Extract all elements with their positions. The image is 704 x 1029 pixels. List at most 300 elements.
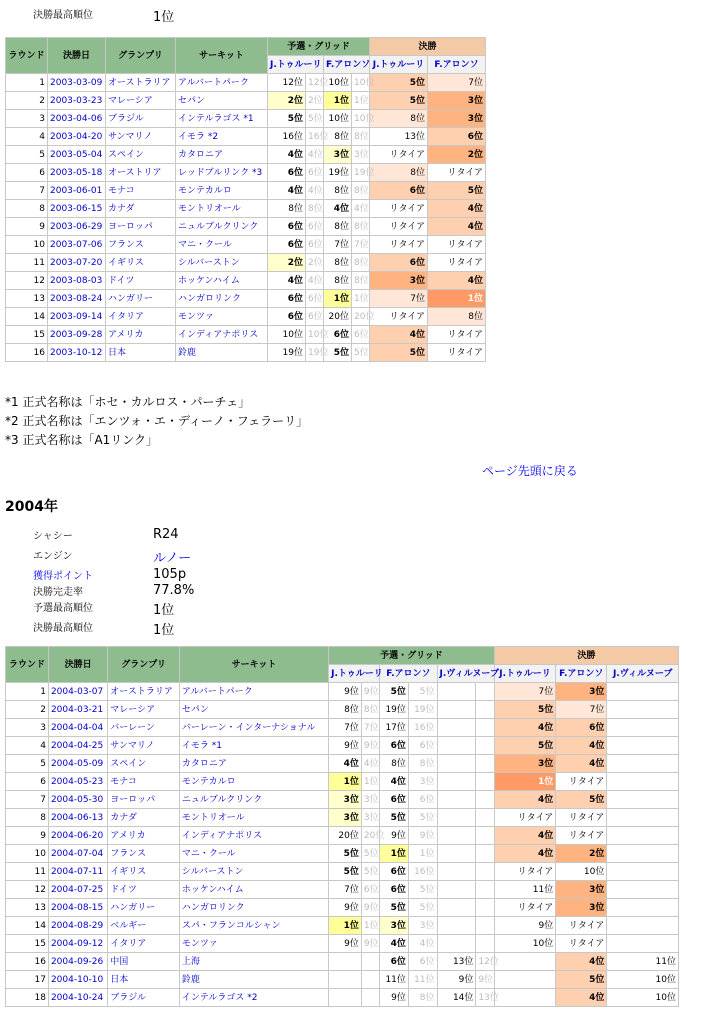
round-cell: 14 [6,308,48,326]
grid-cell: 19位 [408,701,437,719]
date-link[interactable]: 2004-07-04 [48,845,107,863]
circuit-link[interactable]: カタロニア [179,755,328,773]
driver-link-alonso[interactable]: F.アロンソ [556,665,607,683]
circuit-link[interactable]: アルバートパーク [176,74,268,92]
date-link[interactable]: 2003-06-01 [48,182,106,200]
qual-cell: 1位 [324,92,352,110]
round-cell: 2 [6,92,48,110]
finish-cell: 1位 [494,773,555,791]
qual-cell: 6位 [324,326,352,344]
gp-link[interactable]: モナコ [108,773,180,791]
grid-cell [476,917,494,935]
finish-cell [607,737,679,755]
date-link[interactable]: 2004-08-29 [48,917,107,935]
qual-cell: 9位 [329,935,362,953]
back-to-top-link[interactable]: ページ先頭に戻る [482,464,578,478]
stat-label: 決勝最高順位 [33,623,93,634]
table-row [6,953,679,971]
gp-link[interactable]: ハンガリー [106,290,176,308]
table-row [6,92,486,110]
circuit-link[interactable]: モンテカルロ [176,182,268,200]
gp-link[interactable]: ブラジル [106,110,176,128]
grid-cell: 6位 [408,953,437,971]
grid-cell [476,899,494,917]
stat-row [33,6,333,26]
grid-cell: 11位 [408,971,437,989]
finish-cell: 5位 [370,344,428,362]
finish-cell: 5位 [556,971,607,989]
finish-cell: 10位 [556,863,607,881]
finish-cell [607,701,679,719]
engine-link[interactable]: ルノー [153,551,192,566]
stat-row [33,583,333,599]
finish-cell: 4位 [370,326,428,344]
circuit-link[interactable]: モントリオール [176,200,268,218]
finish-cell: 1位 [428,290,486,308]
round-cell: 9 [6,218,48,236]
driver-link-alonso[interactable]: F.アロンソ [380,665,437,683]
qual-cell: 13位 [437,953,476,971]
circuit-link[interactable]: マニ・クール [179,845,328,863]
date-link[interactable]: 2004-03-21 [48,701,107,719]
finish-cell: 8位 [370,110,428,128]
finish-cell [607,917,679,935]
gp-link[interactable]: ハンガリー [108,899,180,917]
col-circuit: サーキット [176,38,268,74]
gp-link[interactable]: 日本 [108,971,180,989]
finish-cell: 3位 [428,92,486,110]
circuit-link[interactable]: セパン [176,92,268,110]
finish-cell: 3位 [494,755,555,773]
qual-cell: 8位 [324,254,352,272]
grid-cell: 6位 [306,236,324,254]
grid-cell: 1位 [361,917,379,935]
qual-cell [437,773,476,791]
circuit-link[interactable]: イモラ *2 [176,128,268,146]
qual-cell: 8位 [324,218,352,236]
driver-link-trulli[interactable]: J.トゥルーリ [370,56,428,74]
qual-cell: 6位 [268,236,306,254]
circuit-link[interactable]: ハンガロリンク [179,899,328,917]
grid-cell: 3位 [408,773,437,791]
gp-link[interactable]: ベルギー [108,917,180,935]
round-cell: 14 [6,917,49,935]
table-row [6,935,679,953]
col-date: 決勝日 [48,38,106,74]
grid-cell: 8位 [352,254,370,272]
driver-link-villeneuve[interactable]: J.ヴィルヌーブ [437,665,494,683]
qual-cell: 10位 [324,110,352,128]
grid-cell: 5位 [408,683,437,701]
points-link[interactable]: 獲得ポイント [33,571,93,582]
table-row [6,272,486,290]
circuit-link[interactable]: モンテカルロ [179,773,328,791]
qual-cell: 9位 [329,683,362,701]
date-link[interactable]: 2003-09-28 [48,326,106,344]
qual-cell: 19位 [268,344,306,362]
table-row [6,344,486,362]
finish-cell [607,881,679,899]
gp-link[interactable]: カナダ [108,809,180,827]
round-cell: 1 [6,74,48,92]
round-cell: 10 [6,845,49,863]
circuit-link[interactable]: 鈴鹿 [176,344,268,362]
grid-cell: 9位 [361,935,379,953]
round-cell: 6 [6,773,49,791]
date-link[interactable]: 2004-10-24 [48,989,107,1007]
gp-link[interactable]: イタリア [106,308,176,326]
driver-link-villeneuve[interactable]: J.ヴィルヌーブ [607,665,679,683]
gp-link[interactable]: オーストリア [106,164,176,182]
qual-cell [329,953,362,971]
date-link[interactable]: 2004-08-15 [48,899,107,917]
driver-link-alonso[interactable]: F.アロンソ [324,56,370,74]
finish-cell: リタイア [370,200,428,218]
gp-link[interactable]: スペイン [106,146,176,164]
table-row [6,737,679,755]
finish-cell: 6位 [370,254,428,272]
finish-cell: 3位 [556,899,607,917]
date-link[interactable]: 2003-07-06 [48,236,106,254]
col-qual: 予選・グリッド [268,38,370,56]
date-link[interactable]: 2004-05-30 [48,791,107,809]
gp-link[interactable]: オーストラリア [108,683,180,701]
stats-2004 [33,527,333,639]
finish-cell: 10位 [494,935,555,953]
gp-link[interactable]: スペイン [108,755,180,773]
circuit-link[interactable]: イモラ *1 [179,737,328,755]
grid-cell: 5位 [408,899,437,917]
gp-link[interactable]: ブラジル [108,989,180,1007]
gp-link[interactable]: ドイツ [106,272,176,290]
finish-cell: リタイア [428,344,486,362]
date-link[interactable]: 2004-05-23 [48,773,107,791]
circuit-link[interactable]: カタロニア [176,146,268,164]
gp-link[interactable]: フランス [108,845,180,863]
grid-cell: 8位 [352,218,370,236]
qual-cell: 19位 [324,164,352,182]
qual-cell: 5位 [380,899,409,917]
circuit-link[interactable]: モンツァ [176,308,268,326]
circuit-link[interactable]: モントリオール [179,809,328,827]
circuit-link[interactable]: インテルラゴス *1 [176,110,268,128]
qual-cell: 20位 [329,827,362,845]
table-row [6,719,679,737]
qual-cell [437,827,476,845]
round-cell: 7 [6,791,49,809]
qual-cell: 3位 [324,146,352,164]
driver-link-alonso[interactable]: F.アロンソ [428,56,486,74]
circuit-link[interactable]: インディアナポリス [179,827,328,845]
stat-row [33,619,333,639]
stat-row [33,547,333,567]
circuit-link[interactable]: マニ・クール [176,236,268,254]
grid-cell: 4位 [306,182,324,200]
grid-cell: 10位 [352,110,370,128]
qual-cell: 9位 [380,827,409,845]
circuit-link[interactable]: ニュルブルクリンク [179,791,328,809]
finish-cell: リタイア [556,809,607,827]
qual-cell: 12位 [268,74,306,92]
qual-cell: 7位 [329,719,362,737]
gp-link[interactable]: カナダ [106,200,176,218]
qual-cell: 20位 [324,308,352,326]
date-link[interactable]: 2003-09-14 [48,308,106,326]
qual-cell: 1位 [324,290,352,308]
round-cell: 11 [6,863,49,881]
stat-row [33,599,333,619]
gp-link[interactable]: ヨーロッパ [106,218,176,236]
qual-cell: 8位 [268,200,306,218]
qual-cell [329,989,362,1007]
circuit-link[interactable]: インディアナポリス [176,326,268,344]
qual-cell: 16位 [268,128,306,146]
grid-cell: 10位 [306,326,324,344]
grid-cell [361,953,379,971]
finish-cell: 4位 [494,791,555,809]
grid-cell: 8位 [306,200,324,218]
finish-cell: 11位 [494,881,555,899]
finish-cell: 3位 [370,272,428,290]
results-table-2003 [5,37,486,362]
stat-label: 決勝完走率 [33,587,83,598]
round-cell: 12 [6,272,48,290]
finish-cell [607,809,679,827]
table-row [6,326,486,344]
qual-cell: 5位 [268,110,306,128]
qual-cell: 6位 [380,881,409,899]
date-link[interactable]: 2003-07-20 [48,254,106,272]
table-row [6,773,679,791]
circuit-link[interactable]: アルバートパーク [179,683,328,701]
circuit-link[interactable]: セパン [179,701,328,719]
grid-cell: 20位 [352,308,370,326]
grid-cell: 3位 [352,146,370,164]
finish-cell: 6位 [428,128,486,146]
round-cell: 15 [6,326,48,344]
round-cell: 1 [6,683,49,701]
circuit-link[interactable]: インテルラゴス *2 [179,989,328,1007]
date-link[interactable]: 2003-05-04 [48,146,106,164]
circuit-link[interactable]: モンツァ [179,935,328,953]
finish-cell: 4位 [428,218,486,236]
qual-cell [437,701,476,719]
date-link[interactable]: 2003-10-12 [48,344,106,362]
finish-cell: リタイア [370,308,428,326]
grid-cell: 8位 [361,701,379,719]
date-link[interactable]: 2003-05-18 [48,164,106,182]
qual-cell [437,935,476,953]
finish-cell: 13位 [370,128,428,146]
gp-link[interactable]: ヨーロッパ [108,791,180,809]
circuit-link[interactable]: スパ・フランコルシャン [179,917,328,935]
grid-cell: 5位 [306,110,324,128]
circuit-link[interactable]: シルバーストン [179,863,328,881]
date-link[interactable]: 2003-04-20 [48,128,106,146]
date-link[interactable]: 2003-06-29 [48,218,106,236]
grid-cell: 16位 [408,719,437,737]
date-link[interactable]: 2004-09-12 [48,935,107,953]
finish-cell: 11位 [607,953,679,971]
grid-cell [476,683,494,701]
grid-cell: 5位 [408,809,437,827]
date-link[interactable]: 2003-03-09 [48,74,106,92]
grid-cell [476,791,494,809]
grid-cell: 2位 [306,254,324,272]
circuit-link[interactable]: シルバーストン [176,254,268,272]
circuit-link[interactable]: ニュルブルクリンク [176,218,268,236]
gp-link[interactable]: マレーシア [108,701,180,719]
gp-link[interactable]: サンマリノ [108,737,180,755]
stat-row [33,527,333,547]
date-link[interactable]: 2003-06-15 [48,200,106,218]
table-row [6,827,679,845]
gp-link[interactable]: 日本 [106,344,176,362]
round-cell: 5 [6,755,49,773]
round-cell: 16 [6,344,48,362]
date-link[interactable]: 2004-09-26 [48,953,107,971]
date-link[interactable]: 2003-08-24 [48,290,106,308]
round-cell: 13 [6,899,49,917]
grid-cell: 13位 [476,989,494,1007]
table-row [6,881,679,899]
round-cell: 18 [6,989,49,1007]
grid-cell [476,701,494,719]
grid-cell: 19位 [352,164,370,182]
finish-cell: 9位 [494,917,555,935]
col-circuit: サーキット [179,647,328,683]
gp-link[interactable]: イギリス [108,863,180,881]
grid-cell: 6位 [361,881,379,899]
date-link[interactable]: 2004-03-07 [48,683,107,701]
gp-link[interactable]: アメリカ [106,326,176,344]
finish-cell: 4位 [428,272,486,290]
stat-label: シャシー [33,531,73,542]
finish-cell [607,935,679,953]
driver-link-trulli[interactable]: J.トゥルーリ [329,665,380,683]
round-cell: 4 [6,128,48,146]
qual-cell [437,845,476,863]
driver-link-trulli[interactable]: J.トゥルーリ [494,665,555,683]
gp-link[interactable]: ドイツ [108,881,180,899]
grid-cell: 12位 [306,74,324,92]
qual-cell [437,917,476,935]
finish-cell: 10位 [607,971,679,989]
qual-cell: 9位 [437,971,476,989]
qual-cell: 10位 [268,326,306,344]
col-race: 決勝 [494,647,678,665]
gp-link[interactable]: オーストラリア [106,74,176,92]
year-heading: 2004年 [5,499,58,515]
finish-cell: 4位 [556,953,607,971]
date-link[interactable]: 2003-08-03 [48,272,106,290]
circuit-link[interactable]: ハンガロリンク [176,290,268,308]
gp-link[interactable]: マレーシア [106,92,176,110]
gp-link[interactable]: イギリス [106,254,176,272]
grid-cell: 2位 [306,92,324,110]
qual-cell: 5位 [380,809,409,827]
finish-cell: 4位 [494,719,555,737]
grid-cell: 8位 [408,755,437,773]
finish-cell: リタイア [494,863,555,881]
grid-cell: 5位 [361,845,379,863]
results-table-2004 [5,646,679,1007]
date-link[interactable]: 2003-04-06 [48,110,106,128]
grid-cell: 10位 [352,74,370,92]
round-cell: 13 [6,290,48,308]
date-link[interactable]: 2004-05-09 [48,755,107,773]
qual-cell: 7位 [329,881,362,899]
date-link[interactable]: 2004-06-13 [48,809,107,827]
round-cell: 15 [6,935,49,953]
finish-cell: 3位 [428,110,486,128]
qual-cell: 6位 [268,218,306,236]
grid-cell [361,971,379,989]
date-link[interactable]: 2004-04-25 [48,737,107,755]
round-cell: 10 [6,236,48,254]
stat-value: 77.8% [153,583,195,598]
date-link[interactable]: 2004-10-10 [48,971,107,989]
qual-cell: 10位 [324,74,352,92]
gp-link[interactable]: アメリカ [108,827,180,845]
circuit-link[interactable]: バーレーン・インターナショナル [179,719,328,737]
gp-link[interactable]: イタリア [108,935,180,953]
gp-link[interactable]: サンマリノ [106,128,176,146]
circuit-link[interactable]: ホッケンハイム [179,881,328,899]
circuit-link[interactable]: 鈴鹿 [179,971,328,989]
grid-cell: 6位 [408,737,437,755]
grid-cell: 5位 [361,863,379,881]
finish-cell: リタイア [556,773,607,791]
grid-cell: 12位 [476,953,494,971]
grid-cell: 9位 [361,899,379,917]
stat-value: 1位 [153,623,175,638]
col-race: 決勝 [370,38,486,56]
grid-cell: 1位 [352,92,370,110]
qual-cell: 8位 [324,182,352,200]
qual-cell: 4位 [380,773,409,791]
circuit-link[interactable]: ホッケンハイム [176,272,268,290]
driver-link-trulli[interactable]: J.トゥルーリ [268,56,324,74]
gp-link[interactable]: バーレーン [108,719,180,737]
finish-cell: 7位 [428,74,486,92]
grid-cell: 4位 [408,935,437,953]
qual-cell: 4位 [324,200,352,218]
finish-cell [607,683,679,701]
table-row [6,290,486,308]
circuit-link[interactable]: 上海 [179,953,328,971]
round-cell: 3 [6,719,49,737]
footnote: *3 正式名称は「A1リンク」 [5,433,159,447]
qual-cell: 8位 [324,128,352,146]
date-link[interactable]: 2003-03-23 [48,92,106,110]
grid-cell: 6位 [306,218,324,236]
gp-link[interactable]: モナコ [106,182,176,200]
date-link[interactable]: 2004-07-25 [48,881,107,899]
finish-cell: リタイア [494,809,555,827]
circuit-link[interactable]: レッドブルリンク *3 [176,164,268,182]
date-link[interactable]: 2004-06-20 [48,827,107,845]
table-row [6,146,486,164]
gp-link[interactable]: フランス [106,236,176,254]
stat-value: 1位 [153,10,175,25]
date-link[interactable]: 2004-07-11 [48,863,107,881]
qual-cell [437,899,476,917]
table-row [6,989,679,1007]
finish-cell: リタイア [556,917,607,935]
date-link[interactable]: 2004-04-04 [48,719,107,737]
gp-link[interactable]: 中国 [108,953,180,971]
